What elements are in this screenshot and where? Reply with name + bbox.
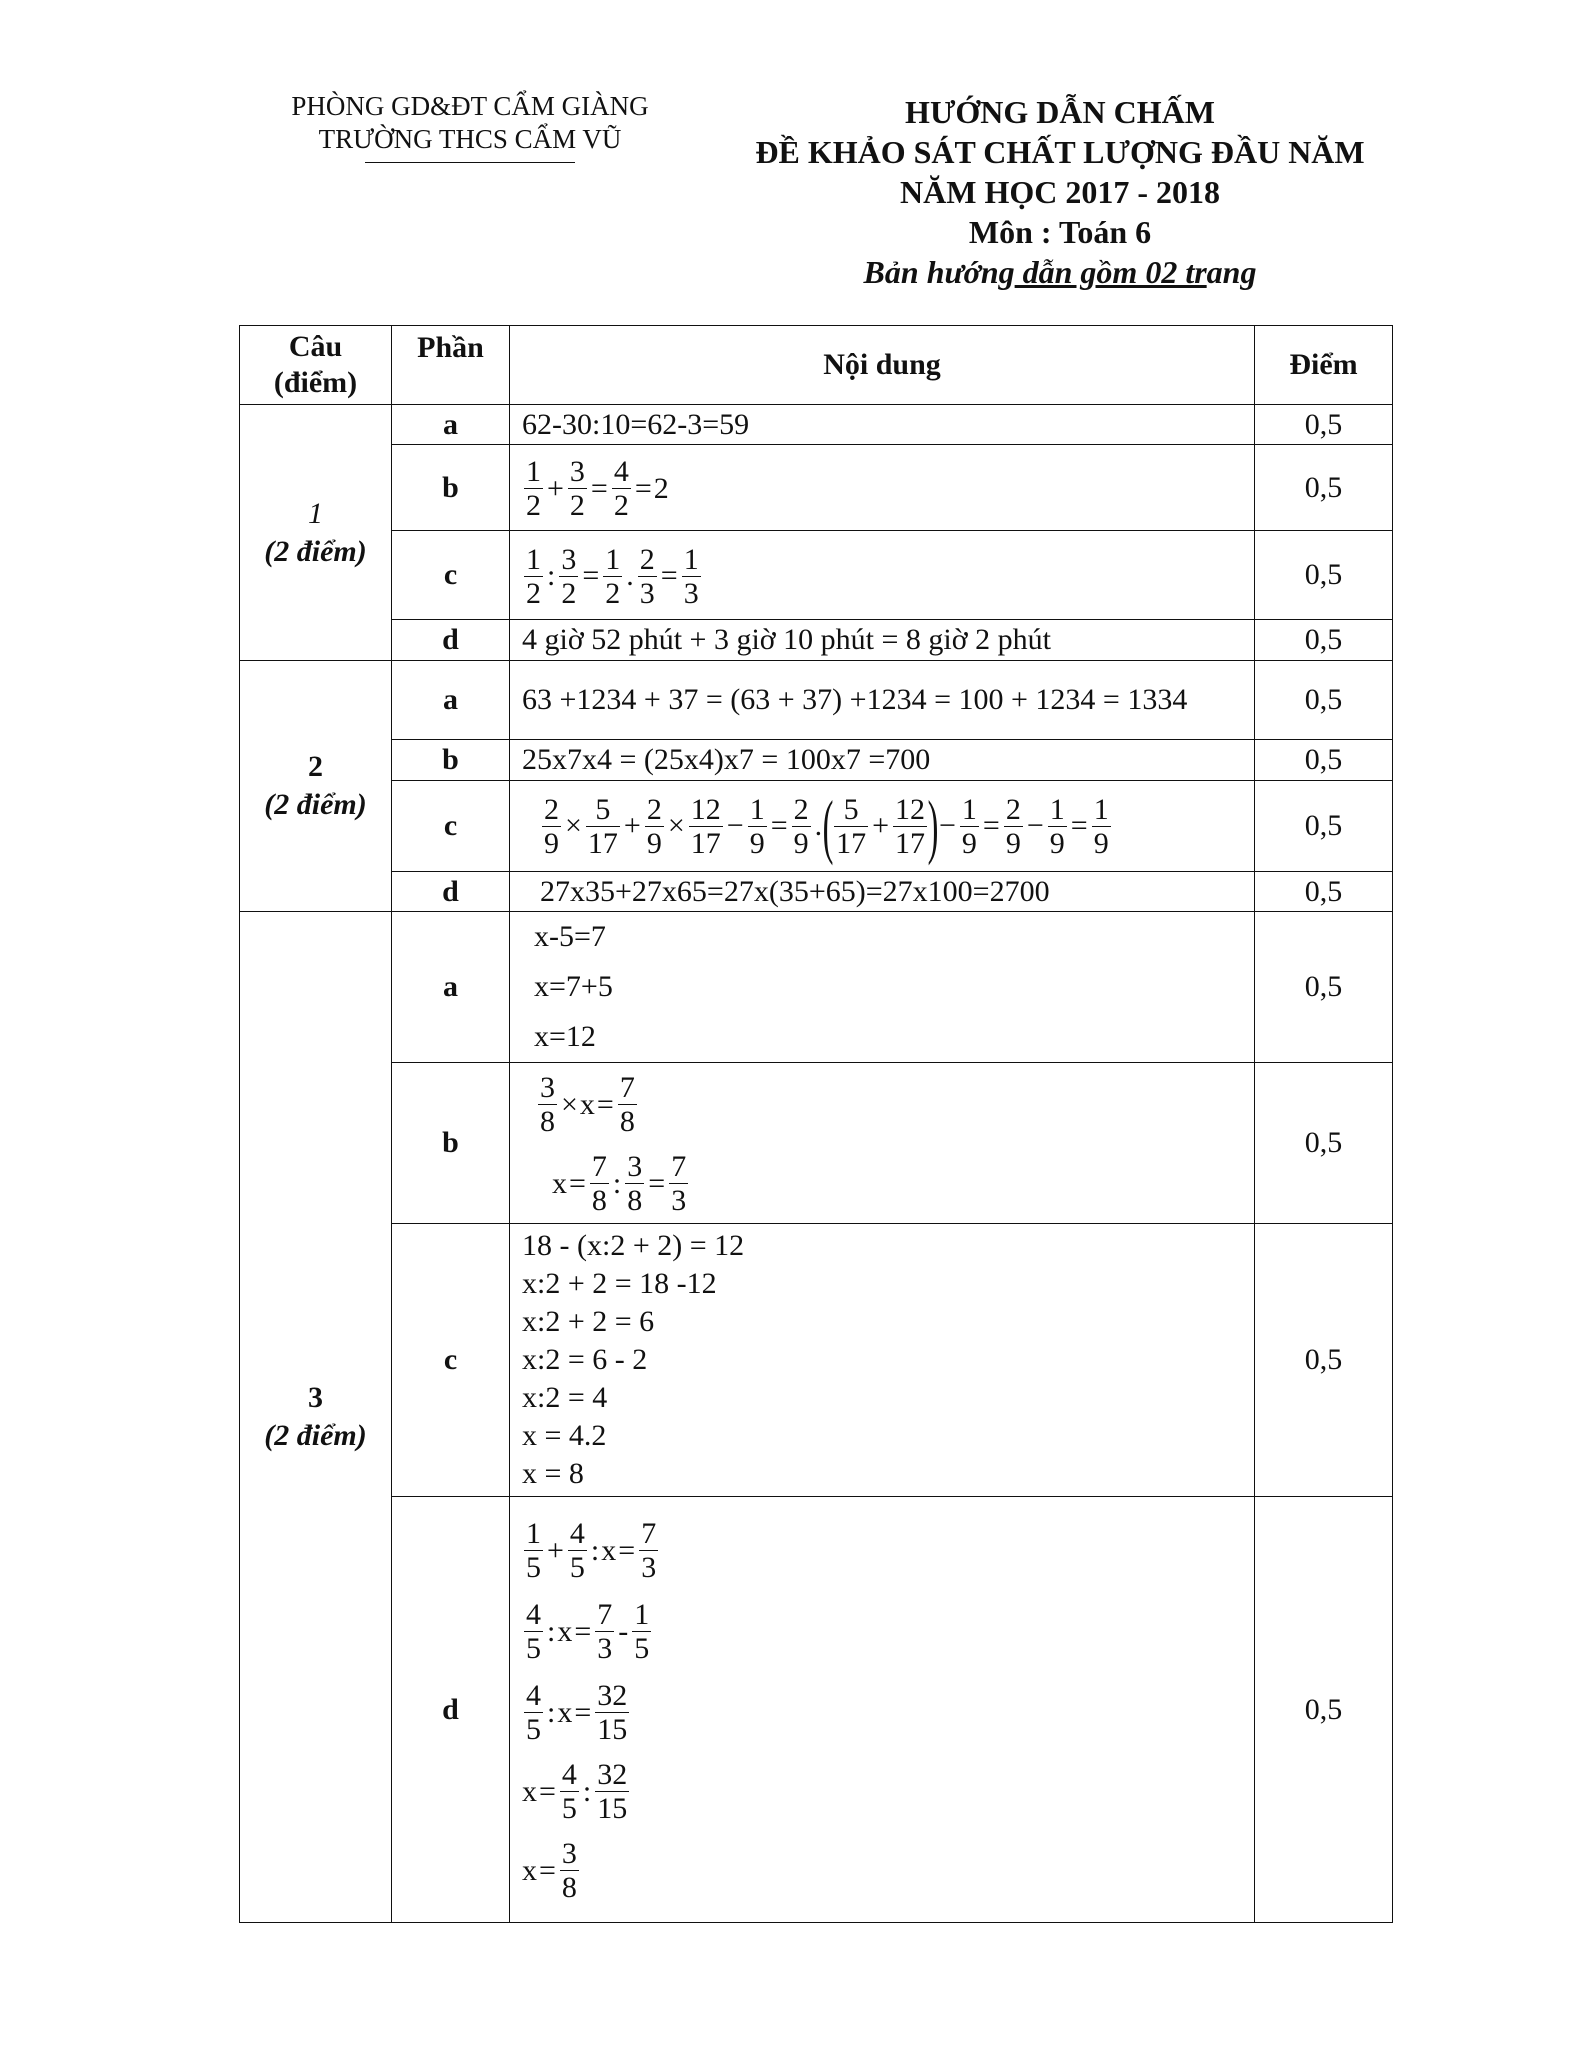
score: 0,5: [1255, 445, 1393, 531]
table-row: [240, 620, 1393, 661]
part-label: d: [392, 1497, 510, 1923]
table-row: [240, 661, 1393, 740]
answer-content: 27x35+27x65=27x(35+65)=27x100=2700: [510, 872, 1255, 912]
header-noidung: Nội dung: [510, 326, 1255, 405]
table-row: [240, 912, 1393, 1063]
answer-content: 62-30:10=62-3=59: [510, 405, 1255, 445]
subject: Môn : Toán 6: [968, 214, 1152, 250]
page-count-note: Bản hướng dẫn gồm 02 trang: [863, 254, 1257, 290]
table-row: [240, 740, 1393, 781]
answer-content: $\frac{1}{2}$ + $\frac{3}{2}$ = $\frac{4}{2}$ = 2: [510, 445, 1255, 531]
part-label: b: [392, 1063, 510, 1224]
table-row: [240, 1497, 1393, 1923]
part-label: a: [392, 405, 510, 445]
part-label: d: [392, 620, 510, 661]
score: 0,5: [1255, 531, 1393, 620]
table-row: [240, 445, 1393, 531]
part-label: c: [392, 781, 510, 872]
school-name: TRƯỜNG THCS CẨM VŨ: [318, 124, 622, 154]
score: 0,5: [1255, 620, 1393, 661]
part-label: d: [392, 872, 510, 912]
header-cau: Câu (điểm): [240, 326, 392, 405]
part-label: b: [392, 445, 510, 531]
table-row: [240, 872, 1393, 912]
score: 0,5: [1255, 1063, 1393, 1224]
question-2-cell: 2 (2 điểm): [240, 661, 392, 912]
school-header: [260, 90, 680, 163]
grading-table: [239, 325, 1393, 1923]
header-diem: Điểm: [1255, 326, 1393, 405]
answer-content: $\frac{1}{5}$ + $\frac{4}{5}$ : x = $\frac{7}{3}$ $\frac{4}{5}$ : x = $\frac{7}{3}$ - $\frac{1}{5}$ $\frac{4}{5}$ : x = $\frac{32}{15}$ x = $\frac{4}{5}$ : $\frac{32}{15}$ x = $\frac{3}{8}$: [510, 1497, 1255, 1923]
score: 0,5: [1255, 740, 1393, 781]
part-label: c: [392, 1224, 510, 1497]
table-row: [240, 1224, 1393, 1497]
answer-content: x-5=7 x=7+5 x=12: [510, 912, 1255, 1063]
answer-content: 18 - (x:2 + 2) = 12 x:2 + 2 = 18 -12 x:2 + 2 = 6 x:2 = 6 - 2 x:2 = 4 x = 4.2 x = 8: [510, 1224, 1255, 1497]
question-3-cell: 3 (2 điểm): [240, 912, 392, 1923]
doc-subtitle: ĐỀ KHẢO SÁT CHẤT LƯỢNG ĐẦU NĂM: [755, 134, 1365, 170]
answer-content: $\frac{3}{8}$ × x = $\frac{7}{8}$ x = $\frac{7}{8}$ : $\frac{3}{8}$ = $\frac{7}{3}$: [510, 1063, 1255, 1224]
part-label: a: [392, 912, 510, 1063]
table-row: [240, 781, 1393, 872]
score: 0,5: [1255, 1224, 1393, 1497]
answer-content: 63 +1234 + 37 = (63 + 37) +1234 = 100 + 1234 = 1334: [510, 661, 1255, 740]
doc-title: HƯỚNG DẪN CHẤM: [905, 94, 1215, 130]
school-year: NĂM HỌC 2017 - 2018: [900, 174, 1220, 210]
table-row: [240, 531, 1393, 620]
office-name: PHÒNG GD&ĐT CẨM GIÀNG: [291, 91, 649, 121]
score: 0,5: [1255, 872, 1393, 912]
score: 0,5: [1255, 1497, 1393, 1923]
score: 0,5: [1255, 661, 1393, 740]
part-label: a: [392, 661, 510, 740]
answer-content: $\frac{2}{9}$ × $\frac{5}{17}$ + $\frac{2}{9}$ × $\frac{12}{17}$ − $\frac{1}{9}$ = $\frac{2}{9}$ . ( $\frac{5}{17}$ + $\frac{12}{17}$ ) − $\frac{1}{9}$ = $\frac{2}{9}$ − $\frac{1}{9}$ = $\frac{1}{9}$: [510, 781, 1255, 872]
question-1-cell: 1 (2 điểm): [240, 405, 392, 661]
header-phan: Phần: [392, 326, 510, 405]
table-row: [240, 405, 1393, 445]
score: 0,5: [1255, 912, 1393, 1063]
answer-content: 25x7x4 = (25x4)x7 = 100x7 =700: [510, 740, 1255, 781]
score: 0,5: [1255, 405, 1393, 445]
part-label: c: [392, 531, 510, 620]
answer-content: 4 giờ 52 phút + 3 giờ 10 phút = 8 giờ 2 phút: [510, 620, 1255, 661]
table-row: [240, 1063, 1393, 1224]
header-underline: [365, 162, 575, 163]
answer-content: $\frac{1}{2}$ : $\frac{3}{2}$ = $\frac{1}{2}$ . $\frac{2}{3}$ = $\frac{1}{3}$: [510, 531, 1255, 620]
table-header-row: [240, 326, 1393, 405]
part-label: b: [392, 740, 510, 781]
document-title-block: [720, 92, 1400, 292]
score: 0,5: [1255, 781, 1393, 872]
